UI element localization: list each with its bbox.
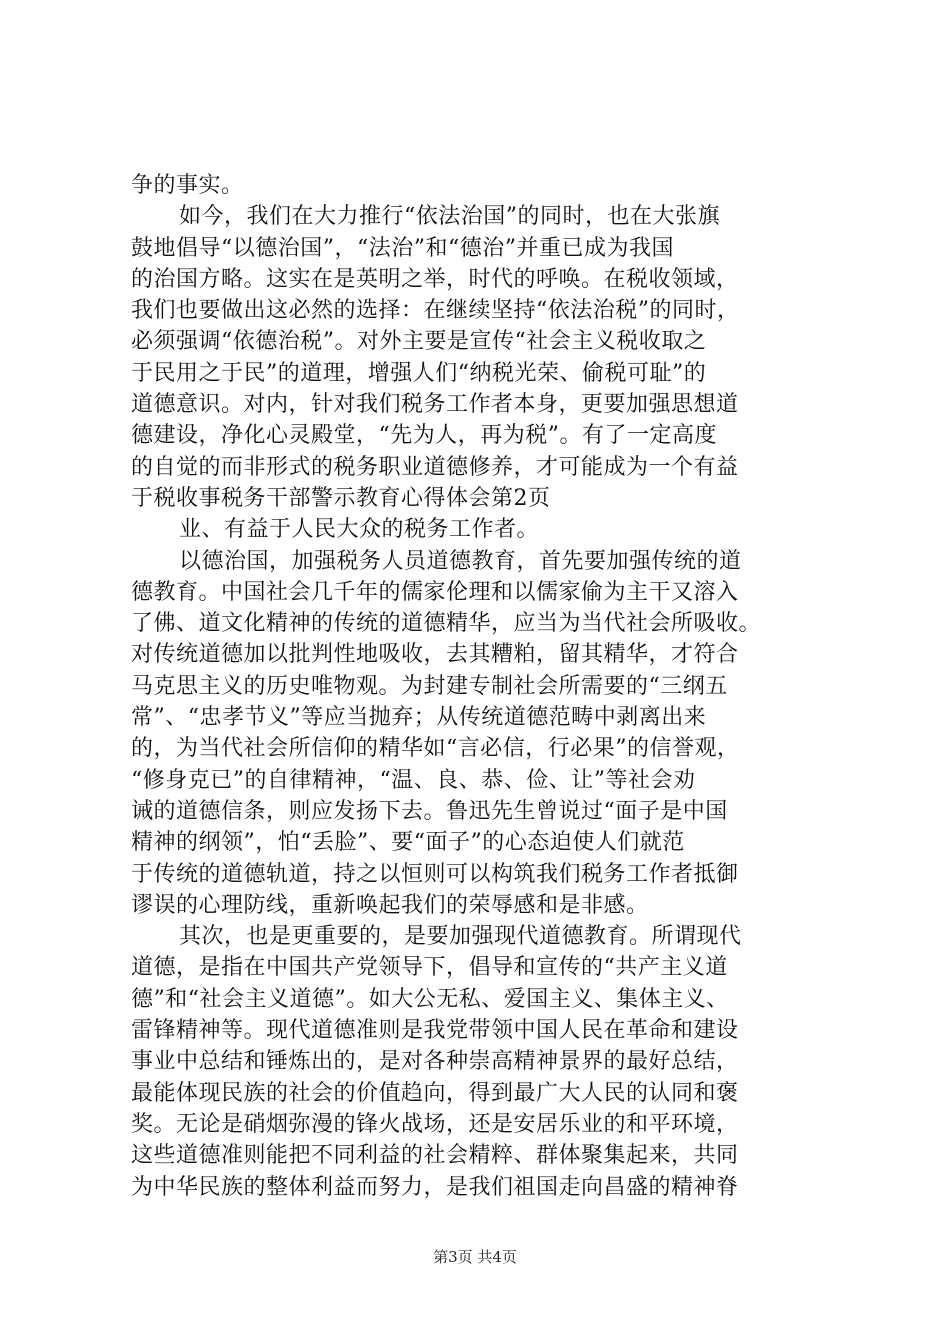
text-line: 以德治国，加强税务人员道德教育，首先要加强传统的道	[179, 548, 742, 574]
text-line: 马克思主义的历史唯物观。为封建专制社会所需要的“三纲五	[131, 673, 728, 699]
text-line: 鼓地倡导“以德治国”，“法治”和“德治”并重已成为我国	[131, 235, 674, 261]
text-line: 精神的纲领”，怕“丢脸”、要“面子”的心态迫使人们就范	[131, 830, 685, 856]
text-line: 德建设，净化心灵殿堂，“先为人，再为税”。有了一定高度	[131, 423, 717, 449]
body-text	[131, 170, 831, 1203]
text-line: 事业中总结和锤炼出的，是对各种崇高精神景界的最好总结，	[131, 1049, 739, 1075]
text-line: 如今，我们在大力推行“依法治国”的同时，也在大张旗	[179, 204, 720, 230]
text-line: 对传统道德加以批判性地吸收，去其糟粕，留其精华，才符合	[131, 642, 739, 668]
page-footer: 第3页 共4页	[433, 1248, 517, 1266]
text-line: 奖。无论是硝烟弥漫的锋火战场，还是安居乐业的和平环境，	[131, 1111, 739, 1137]
text-line: 德”和“社会主义道德”。如大公无私、爱国主义、集体主义、	[131, 986, 729, 1012]
text-line: 这些道德准则能把不同利益的社会精粹、群体聚集起来，共同	[131, 1143, 739, 1169]
text-line: 常”、“忠孝节义”等应当抛弃；从传统道德范畴中剥离出来	[131, 705, 707, 731]
text-line: 雷锋精神等。现代道德准则是我党带领中国人民在革命和建设	[131, 1018, 739, 1044]
text-line: 的治国方略。这实在是英明之举，时代的呼唤。在税收领域，	[131, 266, 739, 292]
text-line: 于民用之于民”的道理，增强人们“纳税光荣、偷税可耻”的	[131, 360, 707, 386]
text-line: 谬误的心理防线，重新唤起我们的荣辱感和是非感。	[131, 892, 649, 918]
text-line: 的自觉的而非形式的税务职业道德修养，才可能成为一个有益	[131, 454, 739, 480]
text-line: 的，为当代社会所信仰的精华如“言必信，行必果”的信誉观，	[131, 736, 740, 762]
text-line: 于税收事税务干部警示教育心得体会第2页	[131, 485, 551, 511]
text-line: 道德意识。对内，针对我们税务工作者本身，更要加强思想道	[131, 392, 739, 418]
text-line: 业、有益于人民大众的税务工作者。	[179, 517, 540, 543]
text-line: 最能体现民族的社会的价值趋向，得到最广大人民的认同和褒	[131, 1080, 739, 1106]
text-line: 诫的道德信条，则应发扬下去。鲁迅先生曾说过“面子是中国	[131, 798, 728, 824]
text-line: 争的事实。	[131, 173, 244, 198]
text-line: 我们也要做出这必然的选择：在继续坚持“依法治税”的同时，	[131, 298, 740, 324]
text-line: 于传统的道德轨道，持之以恒则可以构筑我们税务工作者抵御	[131, 861, 739, 887]
text-line: 了佛、道文化精神的传统的道德精华，应当为当代社会所吸收。	[131, 611, 762, 637]
text-line: 为中华民族的整体利益而努力，是我们祖国走向昌盛的精神脊	[131, 1174, 739, 1200]
text-line: 其次，也是更重要的，是要加强现代道德教育。所谓现代	[179, 924, 742, 950]
text-line: 道德，是指在中国共产党领导下，倡导和宣传的“共产主义道	[131, 955, 728, 981]
text-line: 必须强调“依德治税”。对外主要是宣传“社会主义税收取之	[131, 329, 707, 355]
text-line: 德教育。中国社会几千年的儒家伦理和以儒家偷为主干又溶入	[131, 579, 739, 605]
text-line: “修身克已”的自律精神，“温、良、恭、俭、让”等社会劝	[131, 767, 696, 793]
